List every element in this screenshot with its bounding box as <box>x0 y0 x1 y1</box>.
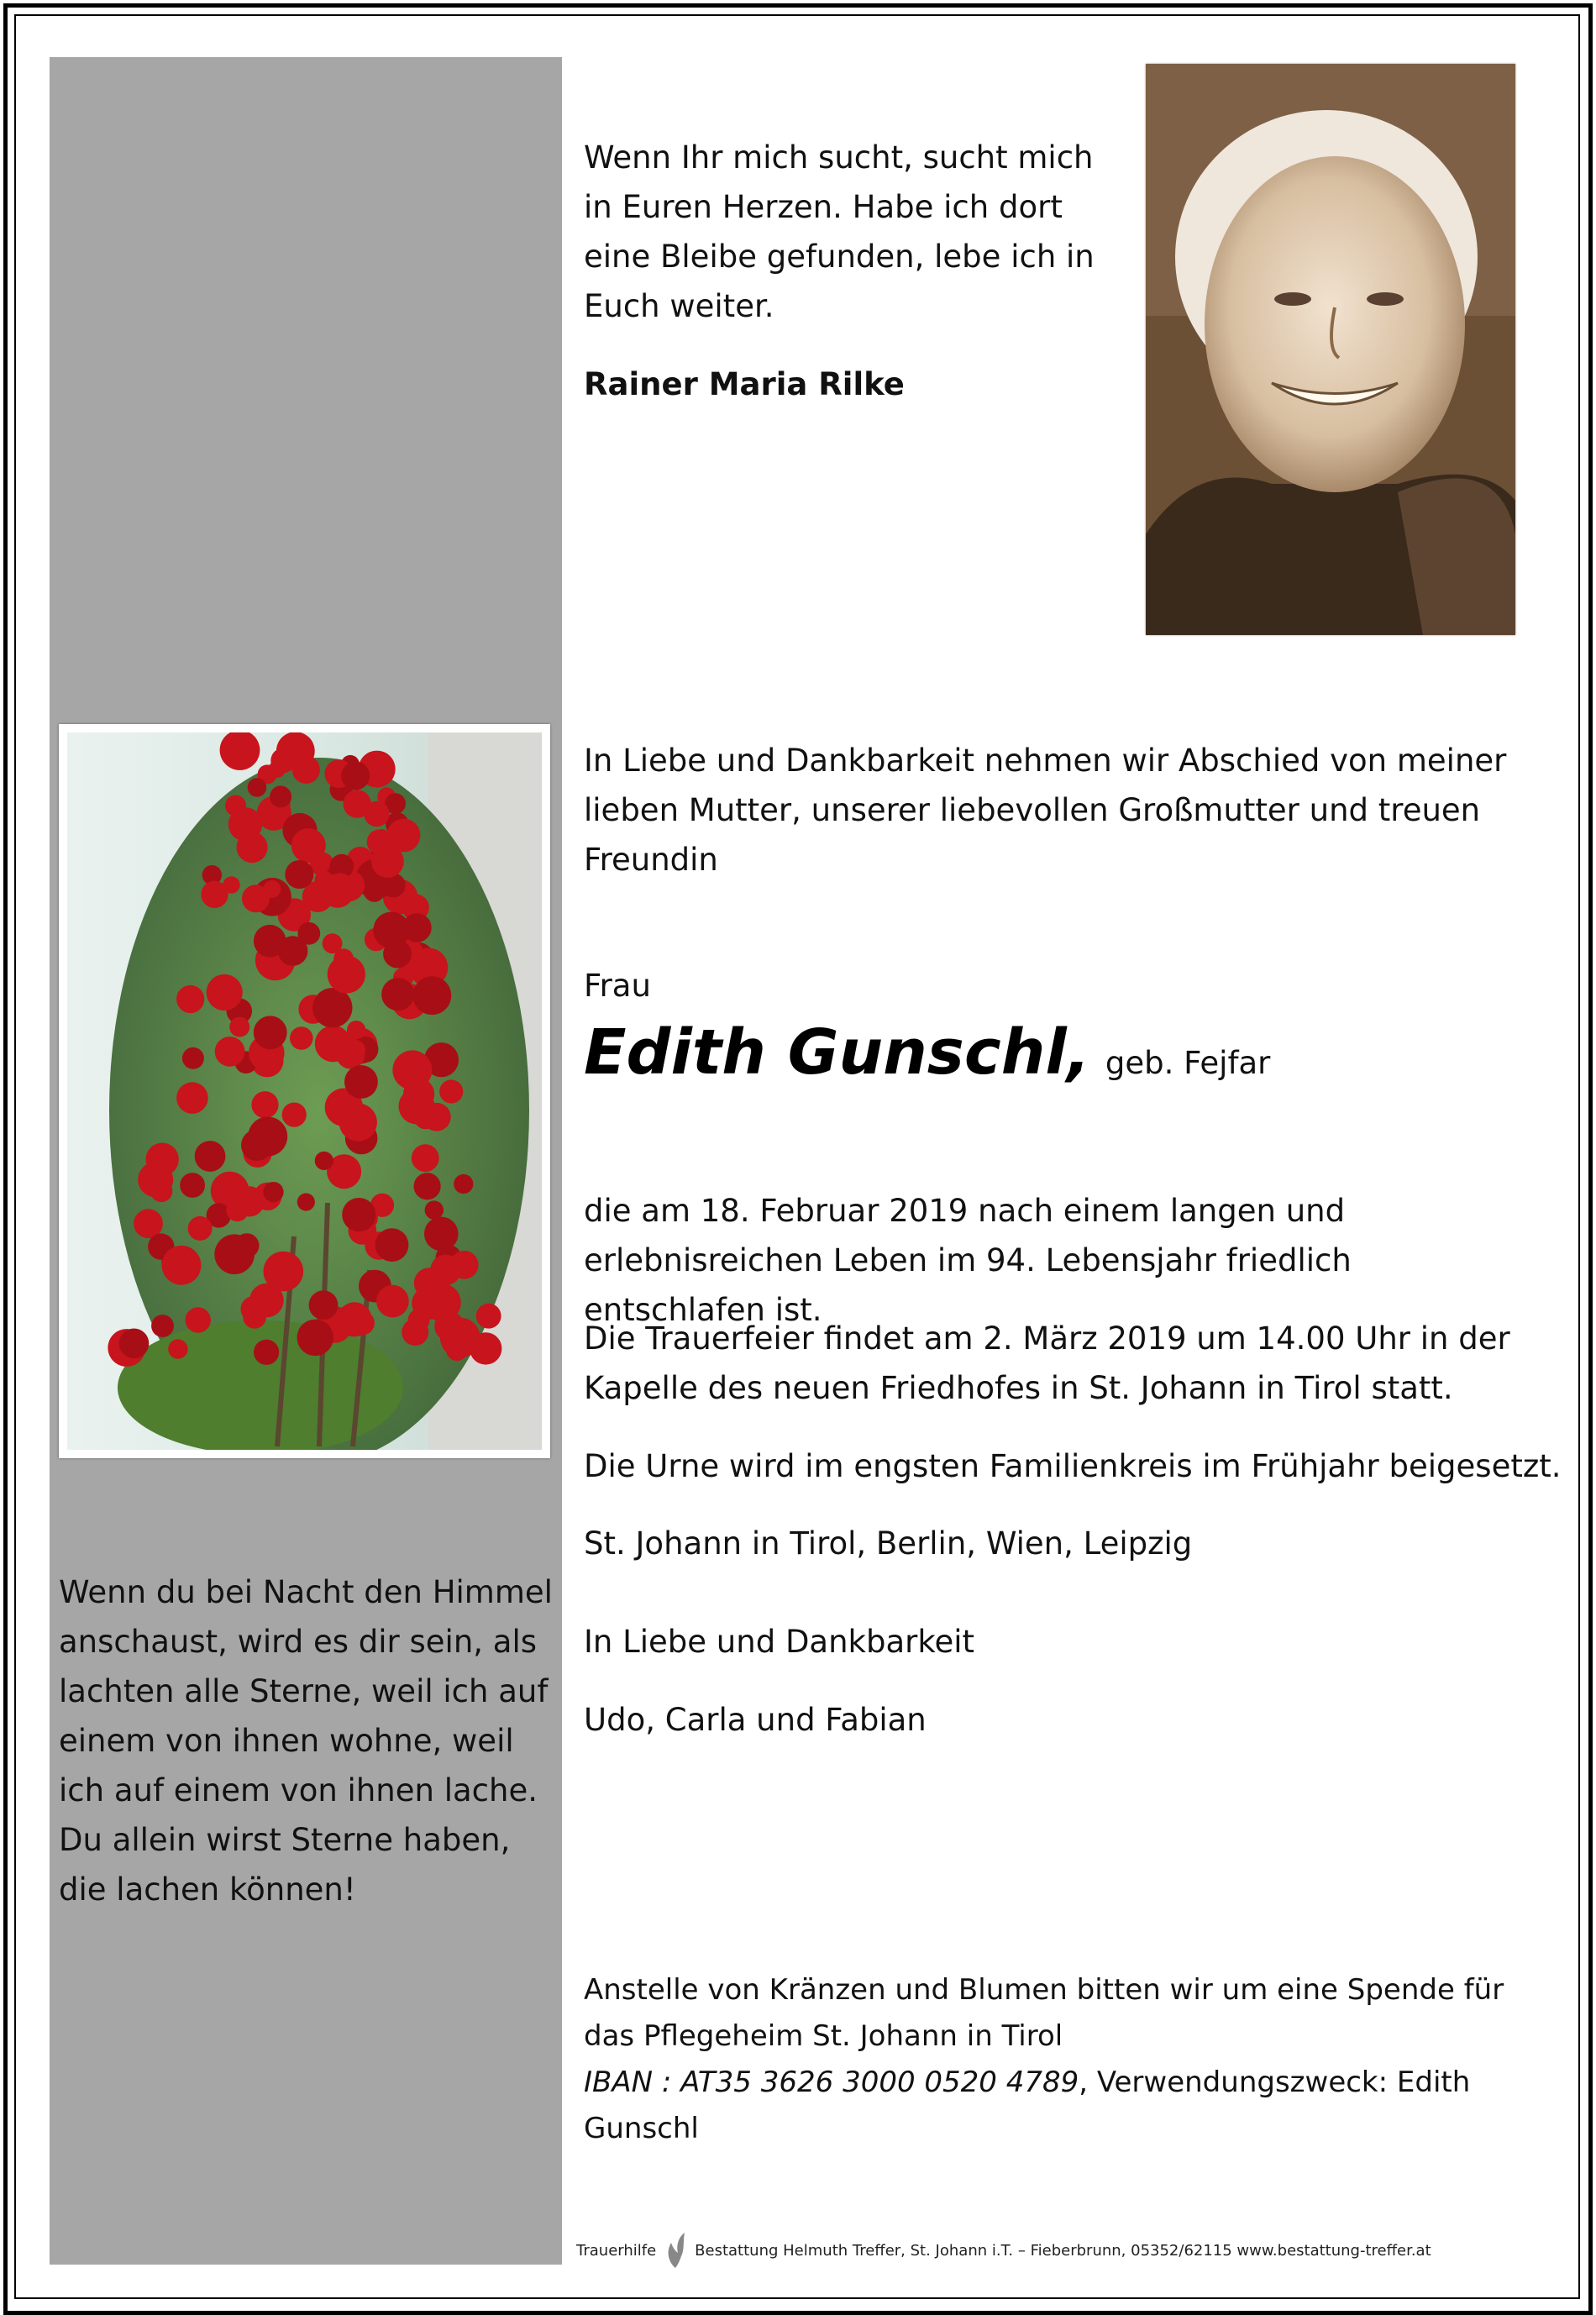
rose-blossom <box>297 1320 333 1356</box>
donation-request <box>584 1967 1550 2152</box>
rose-blossom <box>285 860 313 889</box>
rose-blossom <box>344 1065 378 1099</box>
rose-blossom <box>333 948 354 969</box>
dove-logo-icon <box>663 2231 688 2270</box>
donation-text: Anstelle von Kränzen und Blumen bitten wir um eine Spende für das Pflegeheim St. Johann in Tirol <box>584 1973 1504 2053</box>
rose-blossom <box>182 1047 204 1069</box>
rose-blossom <box>297 1193 315 1210</box>
title-frau: Frau <box>584 968 651 1004</box>
deceased-name: Edith Gunschl <box>584 1016 1067 1089</box>
rose-blossom <box>270 785 291 807</box>
maiden-name: geb. Fejfar <box>1105 1045 1271 1081</box>
rose-blossom <box>234 1233 259 1257</box>
rose-blossom <box>450 1251 479 1279</box>
closing-line: In Liebe und Dankbarkeit <box>584 1624 975 1660</box>
rose-blossom <box>151 1315 174 1337</box>
rose-blossom <box>339 1104 377 1142</box>
rose-blossom <box>374 829 391 847</box>
rose-blossom <box>263 1182 283 1202</box>
rose-blossom <box>439 1079 463 1103</box>
rose-blossom <box>399 1088 435 1124</box>
rose-blossom <box>282 1103 307 1127</box>
rose-blossom <box>414 1173 441 1199</box>
rose-blossom <box>315 1152 333 1170</box>
donation-purpose: , Verwendungszweck: Edith Gunschl <box>584 2066 1471 2145</box>
rose-blossom <box>195 1141 226 1172</box>
rose-blossom <box>290 1026 313 1050</box>
rose-blossom <box>336 1040 365 1068</box>
rose-blossom <box>312 988 352 1027</box>
urn-info: Die Urne wird im engsten Familienkreis im Frühjahr beigesetzt. <box>584 1448 1562 1484</box>
rose-blossom <box>186 1307 211 1332</box>
rose-blossom <box>424 1217 459 1252</box>
rose-blossom <box>162 1246 202 1285</box>
footer <box>576 2231 1431 2270</box>
rose-blossom <box>364 880 386 902</box>
footer-company: Bestattung Helmuth Treffer, St. Johann i.T. – Fieberbrunn, 05352/62115 www.bestattung-treffer.at <box>695 2241 1431 2260</box>
rose-blossom <box>176 985 204 1013</box>
rose-blossom <box>350 1311 375 1336</box>
death-notice: die am 18. Februar 2019 nach einem langen und erlebnisreichen Leben im 94. Lebensjahr friedlich entschlafen ist. <box>584 1193 1352 1328</box>
rose-blossom <box>381 978 414 1011</box>
rose-blossom <box>215 1037 245 1067</box>
farewell-intro: In Liebe und Dankbarkeit nehmen wir Abschied von meiner lieben Mutter, unserer liebevollen Großmutter und treuen Freundin <box>584 743 1507 878</box>
rose-blossom <box>188 1216 213 1241</box>
family-names: Udo, Carla und Fabian <box>584 1702 927 1738</box>
rose-blossom <box>392 1050 432 1089</box>
rose-blossom <box>248 778 267 797</box>
ceremony-info: Die Trauerfeier findet am 2. März 2019 um 14.00 Uhr in der Kapelle des neuen Friedhofes in St. Johann in Tirol statt. <box>584 1320 1510 1406</box>
rose-blossom <box>226 1199 249 1222</box>
rose-blossom <box>254 925 286 958</box>
rose-blossom <box>138 1162 173 1197</box>
rose-blossom <box>375 1228 409 1262</box>
quote-author: Rainer Maria Rilke <box>584 366 905 402</box>
rose-blossom <box>237 832 268 863</box>
rose-blossom <box>476 1304 501 1329</box>
rose-blossom <box>254 1340 279 1365</box>
iban: IBAN : AT35 3626 3000 0520 4789 <box>584 2066 1079 2099</box>
rose-blossom <box>119 1329 150 1359</box>
rose-blossom <box>373 912 410 949</box>
rose-blossom <box>291 828 326 863</box>
rose-blossom <box>176 1082 208 1114</box>
rose-blossom <box>412 1144 439 1172</box>
left-quote: Wenn du bei Nacht den Himmel anschaust, wird es dir sein, als lachten alle Sterne, weil ich auf einem von ihnen wohne, weil ich auf einem von ihnen lache. Du allein wirst Sterne haben, die lachen können! <box>59 1574 553 1908</box>
rose-blossom <box>248 1117 287 1157</box>
rose-blossom <box>320 874 354 908</box>
rose-blossom <box>402 1319 428 1346</box>
rose-blossom <box>470 1332 501 1364</box>
rose-blossom <box>263 880 281 898</box>
rose-blossom <box>292 756 320 784</box>
rose-blossom <box>341 762 370 790</box>
rose-blossom <box>201 881 228 908</box>
rose-blossom <box>207 974 243 1011</box>
footer-trauerhilfe: Trauerhilfe <box>576 2241 657 2260</box>
rose-blossom <box>364 801 389 827</box>
donation-bank-line <box>584 2060 1550 2152</box>
rose-blossom <box>251 1091 278 1118</box>
deceased-name-line <box>584 1016 1270 1089</box>
rose-blossom <box>387 819 421 853</box>
rose-blossom <box>264 1252 304 1292</box>
places: St. Johann in Tirol, Berlin, Wien, Leipzig <box>584 1525 1193 1562</box>
rilke-quote: Wenn Ihr mich sucht, sucht mich in Euren Herzen. Habe ich dort eine Bleibe gefunden, lebe ich in Euch weiter. <box>584 139 1095 324</box>
rose-photo <box>59 724 550 1458</box>
rose-blossom <box>425 1200 444 1219</box>
rose-blossom <box>229 1017 249 1037</box>
rose-blossom <box>412 976 451 1015</box>
rose-blossom <box>423 1283 461 1321</box>
rose-blossom <box>254 1016 287 1049</box>
rose-blossom <box>454 1174 473 1194</box>
rose-blossom <box>180 1173 205 1198</box>
rose-blossom <box>309 1290 339 1320</box>
rose-blossom <box>342 1198 375 1231</box>
rose-blossom <box>376 1285 409 1318</box>
rose-blossom <box>168 1339 187 1358</box>
portrait-photo <box>1146 64 1515 635</box>
name-comma: , <box>1066 1016 1090 1089</box>
